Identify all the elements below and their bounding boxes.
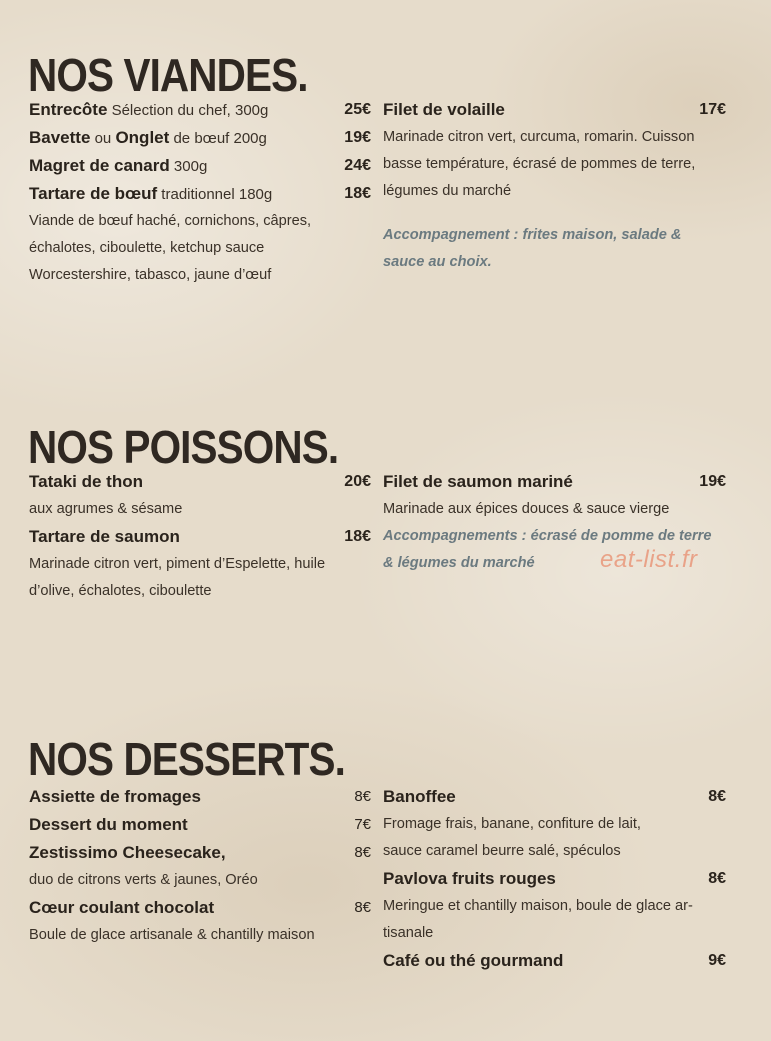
item-name: Filet de saumon mariné [383, 472, 573, 491]
description-line: duo de citrons verts & jaunes, Oréo [29, 872, 258, 888]
item-name: Tartare de saumon [29, 527, 180, 546]
item-name: Tartare de bœuf [29, 184, 158, 203]
desserts-left-column [29, 783, 371, 949]
menu-item-filet-saumon [383, 468, 726, 496]
item-description [29, 922, 371, 949]
item-price: 20€ [344, 473, 371, 490]
item-description [383, 124, 726, 205]
item-detail: 300g [169, 158, 208, 175]
item-price: 7€ [354, 816, 371, 833]
accompaniment-line: & légumes du marché [383, 555, 535, 571]
viandes-left-column [29, 96, 371, 289]
description-line: Marinade aux épices douces & sauce vierge [383, 501, 670, 517]
description-line: Marinade citron vert, curcuma, romarin. Cuisson [383, 129, 695, 145]
section-title-poissons: NOS POISSONS. [28, 421, 339, 473]
item-detail: de bœuf 200g [169, 130, 267, 147]
item-name: Filet de volaille [383, 100, 505, 119]
description-line: échalotes, ciboulette, ketchup sauce [29, 240, 265, 256]
item-name: Café ou thé gourmand [383, 951, 564, 970]
item-price: 8€ [708, 788, 726, 805]
menu-item-banoffee [383, 783, 726, 811]
item-description [29, 208, 371, 289]
item-description [29, 551, 371, 605]
description-line: Boule de glace artisanale & chantilly maison [29, 927, 315, 943]
menu-item-filet-volaille [383, 96, 726, 124]
item-price: 8€ [354, 844, 371, 861]
item-price: 8€ [708, 870, 726, 887]
accompaniment-line: Accompagnement : frites maison, salade & [383, 227, 682, 243]
menu-item-tartare-saumon [29, 523, 371, 551]
item-name-2: Onglet [115, 128, 170, 147]
item-price: 18€ [344, 185, 371, 202]
viandes-right-column [383, 96, 726, 276]
item-price: 9€ [708, 952, 726, 969]
item-description [383, 496, 726, 523]
menu-item-pavlova [383, 865, 726, 893]
item-description [383, 811, 726, 865]
poissons-left-column [29, 468, 371, 605]
menu-item-assiette-fromages [29, 783, 371, 811]
item-name: Bavette [29, 128, 91, 147]
item-name: Dessert du moment [29, 815, 188, 834]
menu-item-magret [29, 152, 371, 180]
item-detail: Sélection du chef, 300g [107, 102, 269, 119]
item-price: 25€ [344, 101, 371, 118]
description-line: tisanale [383, 925, 434, 941]
item-name: Entrecôte [29, 100, 108, 119]
menu-item-entrecote [29, 96, 371, 124]
item-price: 24€ [344, 157, 371, 174]
menu-item-dessert-moment [29, 811, 371, 839]
item-description [29, 496, 371, 523]
description-line: Worcestershire, tabasco, jaune d’œuf [29, 267, 272, 283]
item-name: Tataki de thon [29, 472, 143, 491]
menu-item-coeur-coulant [29, 894, 371, 922]
accompaniment-line: Accompagnements : écrasé de pomme de terre [383, 528, 712, 544]
description-line: basse température, écrasé de pommes de terre, [383, 156, 696, 172]
item-price: 8€ [354, 899, 371, 916]
description-line: Meringue et chantilly maison, boule de glace ar- [383, 898, 693, 914]
item-description [383, 893, 726, 947]
menu-item-tataki-thon [29, 468, 371, 496]
item-price: 18€ [344, 528, 371, 545]
menu-item-cheesecake [29, 839, 371, 867]
item-name: Assiette de fromages [29, 787, 201, 806]
item-name: Pavlova fruits rouges [383, 869, 556, 888]
item-price: 19€ [699, 473, 726, 490]
accompaniment-note [383, 222, 726, 276]
menu-item-cafe-gourmand [383, 947, 726, 975]
section-title-desserts: NOS DESSERTS. [28, 733, 345, 785]
item-name: Cœur coulant chocolat [29, 898, 215, 917]
item-name: Magret de canard [29, 156, 170, 175]
item-price: 17€ [699, 101, 726, 118]
description-line: légumes du marché [383, 183, 512, 199]
description-line: d’olive, échalotes, ciboulette [29, 583, 212, 599]
desserts-right-column [383, 783, 726, 975]
menu-item-bavette-onglet [29, 124, 371, 152]
watermark-text: eat-list.fr [600, 546, 698, 573]
description-line: aux agrumes & sésame [29, 501, 183, 517]
accompaniment-line: sauce au choix. [383, 254, 492, 270]
section-title-viandes: NOS VIANDES. [28, 49, 308, 101]
item-description [29, 867, 371, 894]
item-detail: traditionnel 180g [157, 186, 273, 203]
description-line: sauce caramel beurre salé, spéculos [383, 843, 621, 859]
item-price: 8€ [354, 788, 371, 805]
description-line: Fromage frais, banane, confiture de lait, [383, 816, 641, 832]
description-line: Viande de bœuf haché, cornichons, câpres, [29, 213, 312, 229]
item-price: 19€ [344, 129, 371, 146]
item-name: Zestissimo Cheesecake, [29, 843, 226, 862]
description-line: Marinade citron vert, piment d’Espelette, huile [29, 556, 326, 572]
item-name: Banoffee [383, 787, 456, 806]
item-connector: ou [90, 130, 116, 147]
menu-item-tartare-boeuf [29, 180, 371, 208]
